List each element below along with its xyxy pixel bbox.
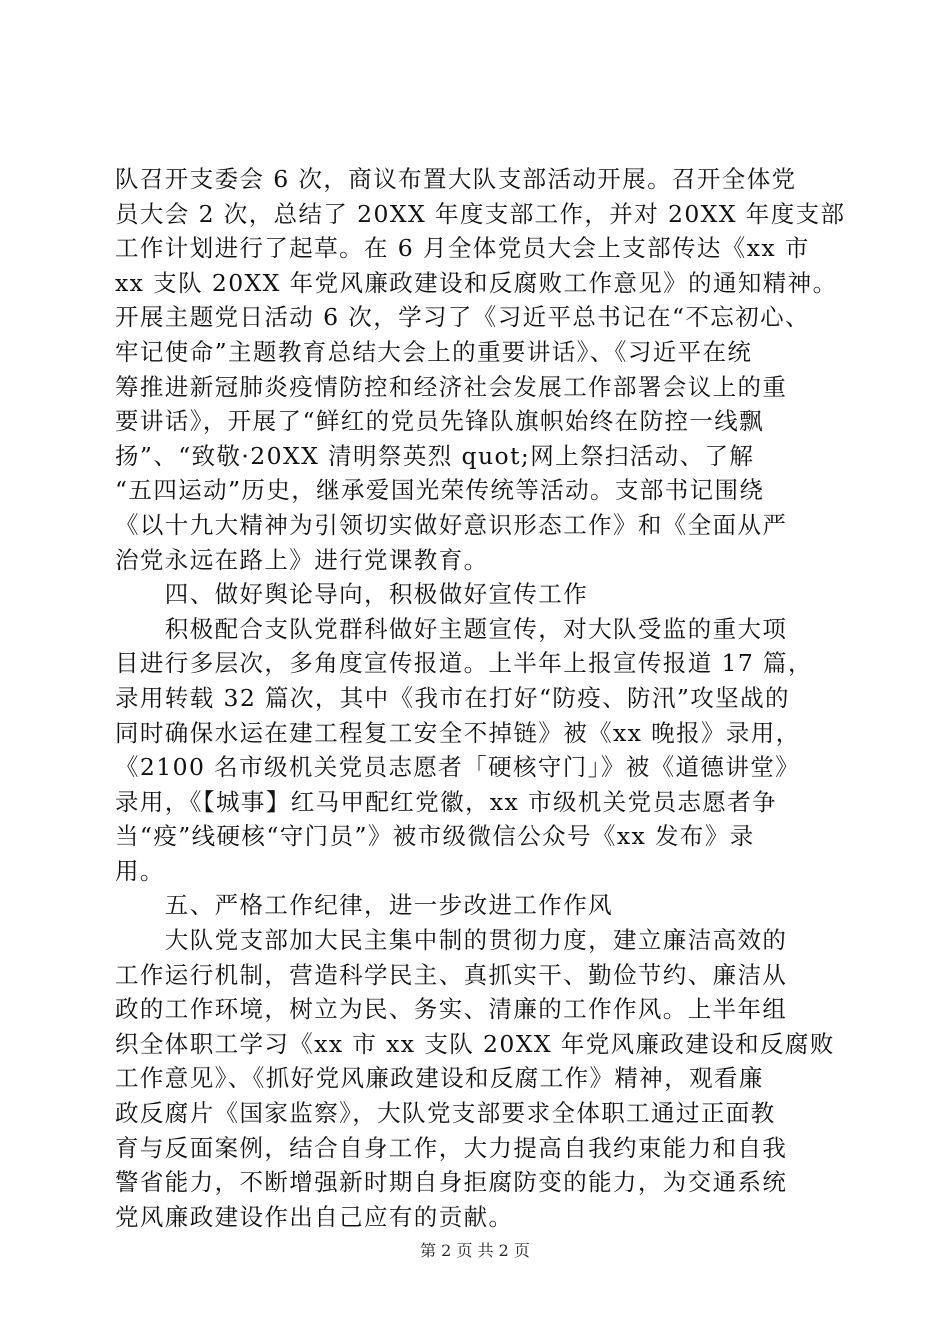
text-line: 工作运行机制，营造科学民主、真抓实干、勤俭节约、廉洁从: [115, 960, 788, 989]
text-line: 用。: [115, 856, 165, 885]
text-line: 政反腐片《国家监察》，大队党支部要求全体职工通过正面教: [115, 1099, 776, 1128]
text-line: 要讲话》，开展了“鲜红的党员先锋队旗帜始终在防控一线飘: [115, 407, 765, 436]
text-line: 目进行多层次，多角度宣传报道。上半年上报宣传报道 17 篇，: [115, 649, 813, 678]
text-line: 《以十九大精神为引领切实做好意识形态工作》和《全面从严: [115, 510, 788, 539]
text-line: 织全体职工学习《xx 市 xx 支队 20XX 年党风廉政建设和反腐败: [115, 1029, 835, 1058]
text-line: 大队党支部加大民主集中制的贯彻力度，建立廉洁高效的: [115, 926, 788, 955]
text-line: “五四运动”历史，继承爱国光荣传统等活动。支部书记围绕: [115, 476, 765, 505]
text-line: 录用转载 32 篇次，其中《我市在打好“防疫、防汛”攻坚战的: [115, 683, 790, 712]
text-line: 党风廉政建设作出自己应有的贡献。: [115, 1202, 514, 1231]
text-line: 录用，《【城事】红马甲配红党徽，xx 市级机关党员志愿者争: [115, 787, 778, 816]
page-footer: 第 2 页 共 2 页: [420, 1241, 530, 1260]
text-line: 治党永远在路上》进行党课教育。: [115, 545, 489, 574]
text-line: xx 支队 20XX 年党风廉政建设和反腐败工作意见》的通知精神。: [115, 268, 838, 297]
text-line: 政的工作环境，树立为民、务实、清廉的工作作风。上半年组: [115, 995, 788, 1024]
text-line: 筹推进新冠肺炎疫情防控和经济社会发展工作部署会议上的重: [115, 372, 788, 401]
text-line: 队召开支委会 6 次，商议布置大队支部活动开展。召开全体党: [115, 165, 797, 193]
text-line: 员大会 2 次，总结了 20XX 年度支部工作，并对 20XX 年度支部: [115, 199, 846, 228]
text-line: 积极配合支队党群科做好主题宣传，对大队受监的重大项: [115, 614, 788, 643]
text-line: 扬”、“致敬·20XX 清明祭英烈 quot;网上祭扫活动、了解: [115, 441, 755, 470]
text-line: 开展主题党日活动 6 次，学习了《习近平总书记在“不忘初心、: [115, 303, 810, 332]
text-line: 工作计划进行了起草。在 6 月全体党员大会上支部传达《xx 市: [115, 234, 810, 263]
text-line: 育与反面案例，结合自身工作，大力提高自我约束能力和自我: [115, 1133, 788, 1162]
text-line: 《2100 名市级机关党员志愿者「硬核守门」》被《道德讲堂》: [115, 753, 801, 782]
text-line: 牢记使命”主题教育总结大会上的重要讲话》、《习近平在统: [115, 337, 753, 366]
section-heading: 四、做好舆论导向，积极做好宣传工作: [115, 580, 589, 609]
text-line: 同时确保水运在建工程复工安全不掉链》被《xx 晚报》录用，: [115, 718, 801, 747]
text-line: 当“疫”线硬核“守门员”》被市级微信公众号《xx 发布》录: [115, 822, 755, 851]
text-line: 工作意见》、《抓好党风廉政建设和反腐工作》精神，观看廉: [115, 1064, 764, 1093]
text-line: 警省能力，不断增强新时期自身拒腐防变的能力，为交通系统: [115, 1168, 788, 1197]
section-heading: 五、严格工作纪律，进一步改进工作作风: [115, 891, 613, 920]
body-text: [115, 162, 845, 1234]
